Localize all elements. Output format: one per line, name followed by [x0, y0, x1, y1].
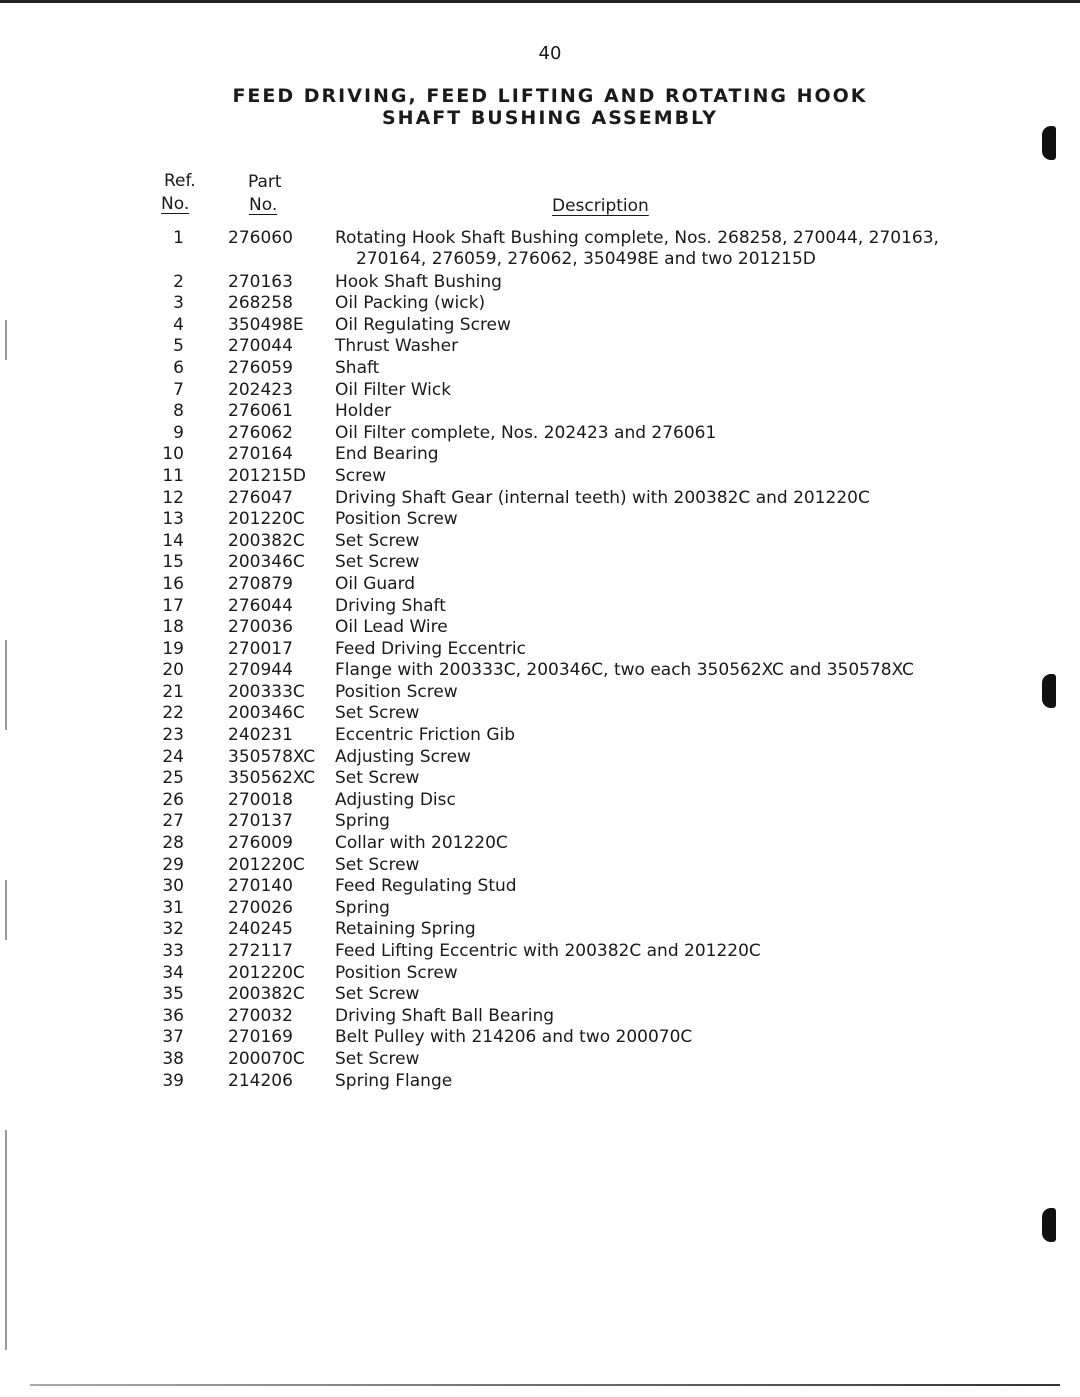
part-no-cell: 270032	[228, 1005, 293, 1026]
part-no-cell: 240245	[228, 919, 293, 940]
ref-no-cell: 39	[162, 1070, 184, 1091]
table-row	[0, 358, 1080, 380]
description-continuation: 270164, 276059, 276062, 350498E and two 201215D	[356, 249, 816, 269]
table-row	[0, 811, 1080, 833]
table-row	[0, 488, 1080, 510]
scan-edge-mark	[5, 1130, 7, 1350]
top-edge-rule	[0, 0, 1080, 3]
scan-edge-mark	[5, 640, 7, 730]
part-no-cell: 268258	[228, 293, 293, 314]
description-text: Set Screw	[335, 984, 420, 1005]
description-text: Feed Driving Eccentric	[335, 638, 526, 659]
description-cell	[335, 898, 390, 919]
ref-no-cell: 9	[173, 422, 184, 443]
part-no-cell: 276044	[228, 595, 293, 616]
ref-no-cell: 7	[173, 379, 184, 400]
table-row	[0, 380, 1080, 402]
ref-no-cell: 2	[173, 271, 184, 292]
ref-no-cell: 26	[162, 789, 184, 810]
description-cell	[335, 682, 458, 703]
description-text: Position Screw	[335, 509, 458, 530]
ref-no-cell: 16	[162, 573, 184, 594]
description-cell	[335, 919, 476, 940]
description-cell	[335, 811, 390, 832]
description-cell	[335, 941, 761, 962]
table-row	[0, 228, 1080, 272]
description-header: Description	[552, 196, 649, 216]
ref-no-cell: 38	[162, 1048, 184, 1069]
description-text: Set Screw	[335, 703, 420, 724]
table-row	[0, 466, 1080, 488]
description-cell	[335, 833, 508, 854]
description-text: Holder	[335, 401, 392, 422]
description-cell	[335, 1049, 419, 1070]
ref-no-cell: 37	[162, 1027, 184, 1048]
part-no-cell: 276062	[228, 422, 293, 443]
ref-no-header-line-1: Ref.	[164, 171, 196, 191]
description-cell	[335, 596, 446, 617]
ref-no-cell: 29	[162, 854, 184, 875]
table-row	[0, 1071, 1080, 1093]
description-cell	[335, 703, 419, 724]
part-no-cell: 200382C	[228, 984, 305, 1005]
part-no-cell: 270017	[228, 638, 293, 659]
page-title-line-2: SHAFT BUSHING ASSEMBLY	[381, 107, 718, 129]
page-title-line-1: FEED DRIVING, FEED LIFTING AND ROTATING HOOK	[232, 85, 868, 107]
ref-no-cell: 11	[162, 465, 184, 486]
part-no-cell: 214206	[228, 1070, 293, 1091]
table-row	[0, 919, 1080, 941]
description-text: Position Screw	[335, 681, 458, 702]
table-row	[0, 315, 1080, 337]
part-no-cell: 272117	[228, 941, 293, 961]
description-text: Set Screw	[335, 768, 420, 789]
table-row	[0, 660, 1080, 682]
description-text: Flange with 200333C, 200346C, two each 350562XC and 350578XC	[335, 660, 914, 681]
part-no-header-line-2: No.	[249, 195, 278, 215]
description-cell	[335, 1027, 692, 1048]
part-no-cell: 200346C	[228, 552, 305, 573]
ref-no-cell: 19	[162, 638, 184, 659]
table-row	[0, 790, 1080, 812]
table-row	[0, 509, 1080, 531]
part-no-cell: 270140	[228, 876, 293, 897]
description-cell	[335, 466, 386, 487]
ref-no-cell: 3	[173, 293, 184, 314]
description-cell	[335, 380, 451, 401]
description-cell	[335, 444, 439, 465]
part-no-cell: 270036	[228, 617, 293, 638]
ref-no-cell: 34	[162, 962, 184, 983]
description-cell	[335, 876, 517, 897]
part-no-cell: 240231	[228, 725, 293, 746]
ref-no-cell: 12	[162, 487, 184, 508]
part-no-cell: 270169	[228, 1027, 293, 1048]
description-cell	[335, 963, 458, 984]
ref-no-cell: 20	[162, 660, 184, 681]
ref-no-cell: 6	[173, 357, 184, 378]
table-row	[0, 401, 1080, 423]
ref-no-cell: 32	[162, 919, 184, 940]
description-cell	[335, 488, 870, 509]
table-row	[0, 293, 1080, 315]
table-row	[0, 876, 1080, 898]
table-row	[0, 272, 1080, 294]
description-text: Thrust Washer	[335, 336, 459, 357]
description-cell	[335, 336, 458, 357]
description-text: Retaining Spring	[335, 919, 476, 940]
ref-no-cell: 25	[162, 768, 184, 789]
part-no-cell: 276009	[228, 833, 293, 854]
description-cell	[335, 1006, 554, 1027]
ref-no-cell: 28	[162, 833, 184, 854]
table-row	[0, 682, 1080, 704]
description-text: Rotating Hook Shaft Bushing complete, Nos. 268258, 270044, 270163,	[335, 228, 939, 248]
binding-hole-mark	[1042, 674, 1056, 708]
ref-no-cell: 14	[162, 530, 184, 551]
table-row	[0, 855, 1080, 877]
description-text: Screw	[335, 465, 387, 486]
part-no-header-line-1: Part	[248, 172, 282, 192]
description-cell	[335, 358, 379, 379]
table-row	[0, 833, 1080, 855]
table-row	[0, 574, 1080, 596]
part-no-cell: 201220C	[228, 962, 305, 983]
table-row	[0, 596, 1080, 618]
description-text: Spring	[335, 897, 390, 918]
part-no-cell: 276059	[228, 357, 293, 378]
part-no-cell: 200333C	[228, 681, 305, 702]
description-cell	[335, 790, 456, 811]
ref-no-cell: 33	[162, 941, 184, 961]
table-row	[0, 423, 1080, 445]
description-cell	[335, 617, 448, 638]
table-row	[0, 639, 1080, 661]
part-no-cell: 200382C	[228, 530, 305, 551]
description-text: Adjusting Screw	[335, 746, 471, 767]
table-row	[0, 963, 1080, 985]
description-text: Shaft	[335, 357, 380, 378]
description-text: Spring	[335, 811, 390, 832]
part-no-cell: 201215D	[228, 465, 306, 486]
description-cell	[335, 552, 419, 573]
part-no-cell: 270044	[228, 336, 293, 357]
binding-hole-mark	[1042, 1208, 1056, 1242]
ref-no-cell: 5	[173, 336, 184, 357]
description-cell	[335, 660, 914, 681]
bottom-edge-rule	[30, 1384, 1060, 1386]
ref-no-cell: 10	[162, 444, 184, 465]
description-text: Set Screw	[335, 1048, 420, 1069]
scan-edge-mark	[5, 320, 7, 360]
scan-edge-mark	[5, 880, 7, 940]
description-text: Spring Flange	[335, 1070, 453, 1091]
part-no-cell: 270026	[228, 897, 293, 918]
ref-no-cell: 22	[162, 703, 184, 724]
ref-no-cell: 36	[162, 1005, 184, 1026]
table-row	[0, 747, 1080, 769]
ref-no-cell: 1	[173, 228, 184, 248]
description-text: End Bearing	[335, 444, 439, 465]
table-row	[0, 768, 1080, 790]
description-cell	[335, 272, 502, 293]
description-text: Feed Regulating Stud	[335, 876, 517, 897]
description-text: Set Screw	[335, 530, 420, 551]
description-text: Belt Pulley with 214206 and two 200070C	[335, 1027, 693, 1048]
ref-no-cell: 4	[173, 314, 184, 335]
description-cell	[335, 293, 485, 314]
part-no-cell: 200346C	[228, 703, 305, 724]
description-text: Driving Shaft Gear (internal teeth) with 200382C and 201220C	[335, 487, 870, 508]
part-no-cell: 270879	[228, 573, 293, 594]
part-no-cell: 276047	[228, 487, 293, 508]
description-text: Oil Filter Wick	[335, 379, 452, 400]
description-text: Oil Regulating Screw	[335, 314, 511, 335]
ref-no-header-line-2: No.	[161, 194, 190, 214]
part-no-cell: 350578XC	[228, 746, 316, 767]
table-row	[0, 1006, 1080, 1028]
description-text: Driving Shaft	[335, 595, 446, 616]
ref-no-cell: 15	[162, 552, 184, 573]
ref-no-cell: 18	[162, 617, 184, 638]
part-no-cell: 202423	[228, 379, 293, 400]
ref-no-cell: 23	[162, 725, 184, 746]
description-cell	[335, 509, 458, 530]
table-row	[0, 1027, 1080, 1049]
ref-no-cell: 31	[162, 897, 184, 918]
table-row	[0, 336, 1080, 358]
part-no-cell: 276061	[228, 401, 293, 422]
description-text: Eccentric Friction Gib	[335, 725, 516, 746]
part-no-cell: 270163	[228, 271, 293, 292]
description-cell	[335, 639, 526, 660]
ref-no-cell: 21	[162, 681, 184, 702]
description-cell	[335, 574, 415, 595]
description-text: Collar with 201220C	[335, 833, 508, 854]
table-row	[0, 703, 1080, 725]
description-text: Feed Lifting Eccentric with 200382C and 201220C	[335, 941, 761, 961]
part-no-cell: 276060	[228, 228, 293, 248]
binding-hole-mark	[1042, 126, 1056, 160]
description-cell	[335, 315, 511, 336]
description-cell	[335, 984, 419, 1005]
table-row	[0, 552, 1080, 574]
ref-no-cell: 13	[162, 509, 184, 530]
table-row	[0, 444, 1080, 466]
table-row	[0, 1049, 1080, 1071]
ref-no-cell: 17	[162, 595, 184, 616]
part-no-cell: 270944	[228, 660, 293, 681]
description-text: Position Screw	[335, 962, 458, 983]
ref-no-cell: 8	[173, 401, 184, 422]
description-cell	[335, 725, 515, 746]
table-row	[0, 531, 1080, 553]
description-text: Adjusting Disc	[335, 789, 456, 810]
description-text: Oil Filter complete, Nos. 202423 and 276061	[335, 422, 717, 443]
table-row	[0, 941, 1080, 963]
description-cell	[335, 768, 419, 789]
table-row	[0, 898, 1080, 920]
part-no-cell: 350562XC	[228, 768, 316, 789]
ref-no-cell: 24	[162, 746, 184, 767]
part-no-cell: 200070C	[228, 1048, 305, 1069]
description-cell	[335, 855, 419, 876]
description-cell	[335, 423, 716, 444]
part-no-cell: 270164	[228, 444, 293, 465]
description-text: Hook Shaft Bushing	[335, 271, 502, 292]
page-number: 40	[538, 43, 562, 64]
description-cell	[335, 1071, 452, 1092]
description-cell	[335, 531, 419, 552]
description-cell	[335, 228, 939, 270]
description-text: Oil Lead Wire	[335, 617, 448, 638]
part-no-cell: 350498E	[228, 314, 304, 335]
description-cell	[335, 401, 391, 422]
part-no-cell: 270137	[228, 811, 293, 832]
ref-no-cell: 30	[162, 876, 184, 897]
part-no-cell: 201220C	[228, 509, 305, 530]
description-text: Set Screw	[335, 552, 420, 573]
parts-table	[0, 228, 1080, 1092]
part-no-cell: 201220C	[228, 854, 305, 875]
ref-no-cell: 27	[162, 811, 184, 832]
table-row	[0, 617, 1080, 639]
part-no-cell: 270018	[228, 789, 293, 810]
description-cell	[335, 747, 471, 768]
description-text: Oil Packing (wick)	[335, 293, 486, 314]
ref-no-cell: 35	[162, 984, 184, 1005]
description-text: Set Screw	[335, 854, 420, 875]
description-text: Driving Shaft Ball Bearing	[335, 1005, 555, 1026]
table-row	[0, 984, 1080, 1006]
description-text: Oil Guard	[335, 573, 416, 594]
table-row	[0, 725, 1080, 747]
